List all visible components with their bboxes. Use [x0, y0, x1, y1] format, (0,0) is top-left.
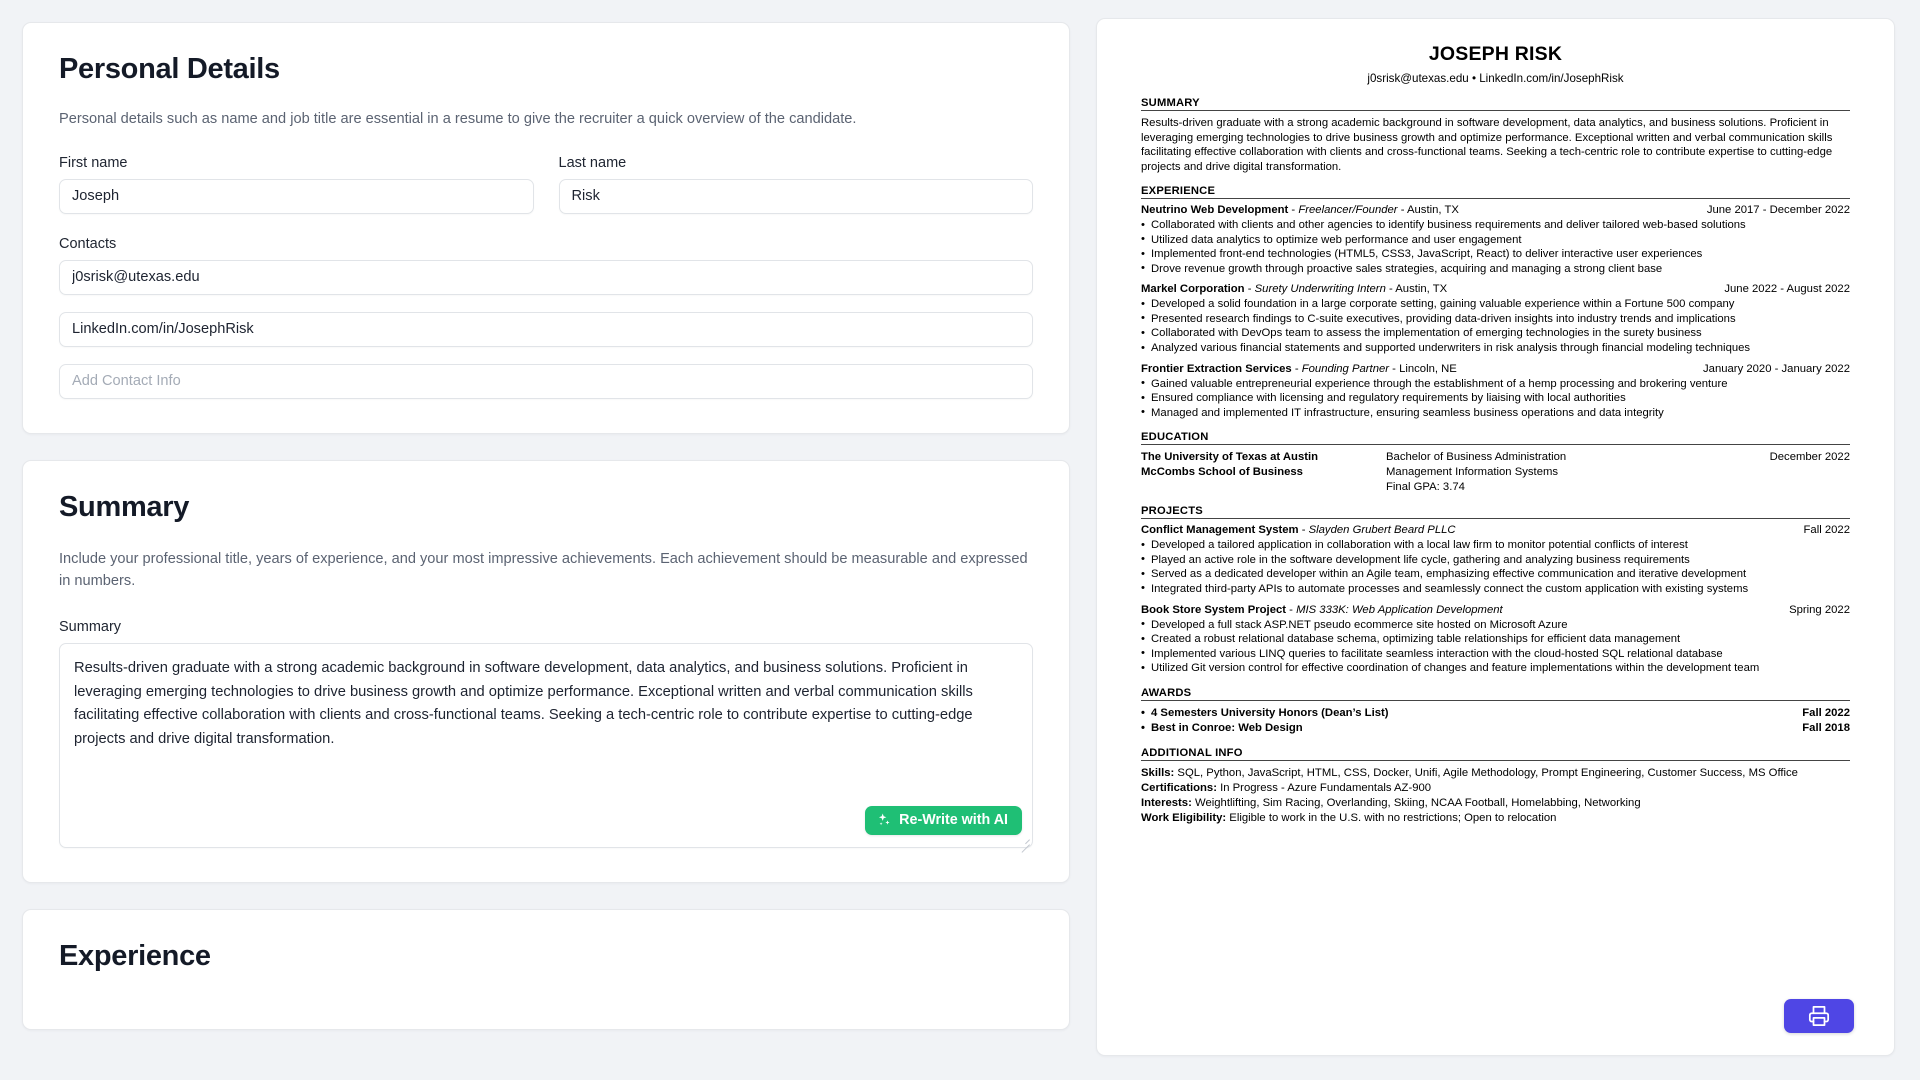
additional-info-value: In Progress - Azure Fundamentals AZ-900 [1216, 781, 1432, 794]
additional-info-line [1141, 796, 1850, 811]
experience-location: - Austin, TX [1385, 283, 1448, 296]
project-bullet: • Developed a full stack ASP.NET pseudo ecommerce site hosted on Microsoft Azure [1141, 618, 1850, 633]
experience-date: June 2022 - August 2022 [1724, 283, 1850, 296]
project-entry [1141, 604, 1850, 676]
summary-section-title: Summary [59, 490, 190, 523]
education-date: December 2022 [1769, 451, 1850, 464]
experience-role: Founding Partner [1301, 362, 1390, 375]
project-bullet: • Integrated third-party APIs to automate processes and seamlessly connect the custom application with existing systems [1141, 582, 1850, 597]
additional-info-value: Eligible to work in the U.S. with no restrictions; Open to relocation [1226, 811, 1557, 824]
award-row [1141, 721, 1850, 736]
summary-card [22, 460, 1070, 883]
first-name-input[interactable] [59, 179, 534, 214]
experience-entry-header [1141, 283, 1850, 295]
resume-projects-heading: PROJECTS [1141, 505, 1850, 519]
experience-entry [1141, 204, 1850, 276]
award-date: Fall 2018 [1802, 721, 1850, 734]
contact-linkedin-input[interactable] [59, 312, 1033, 347]
experience-bullet: • Collaborated with clients and other agencies to identify business requirements and deliver tailored web-based solutions [1141, 218, 1850, 233]
experience-entry-title: Frontier Extraction Services - Founding Partner - Lincoln, NE [1141, 362, 1457, 375]
resume-name: JOSEPH RISK [1428, 43, 1563, 65]
project-date: Fall 2022 [1803, 524, 1850, 537]
experience-date: June 2017 - December 2022 [1706, 204, 1850, 217]
experience-location: - Austin, TX [1397, 204, 1459, 217]
experience-bullets [1141, 297, 1850, 355]
award-date: Fall 2022 [1802, 706, 1850, 719]
resume-education-heading: EDUCATION [1141, 431, 1850, 445]
experience-bullet: • Analyzed various financial statements and supported underwriters in risk analysis through financial modeling techniques [1141, 341, 1850, 356]
experience-bullet: • Presented research findings to C-suite executives, providing data-driven insights into industry trends and implications [1141, 312, 1850, 327]
resume-additional-list [1141, 766, 1850, 826]
project-role: MIS 333K: Web Application Development [1296, 603, 1503, 616]
experience-role: Surety Underwriting Intern [1254, 283, 1386, 296]
experience-bullet: • Developed a solid foundation in a large corporate setting, gaining valuable experience within a Fortune 500 company [1141, 297, 1850, 312]
experience-role: Freelancer/Founder [1298, 204, 1398, 217]
education-degree-line2: Management Information Systems [1386, 465, 1559, 478]
experience-date: January 2020 - January 2022 [1703, 362, 1850, 375]
experience-entry-title: Markel Corporation - Surety Underwriting Intern - Austin, TX [1141, 283, 1448, 296]
resume-awards-heading: AWARDS [1141, 687, 1850, 701]
education-school-col [1141, 450, 1386, 494]
additional-info-label: Skills: [1141, 766, 1175, 779]
additional-info-label: Certifications: [1141, 781, 1217, 794]
experience-bullet: • Implemented front-end technologies (HTML5, CSS3, JavaScript, React) to deliver interactive user experiences [1141, 247, 1850, 262]
additional-info-value: Weightlifting, Sim Racing, Overlanding, Skiing, NCAA Football, Homelabbing, Networking [1191, 796, 1641, 809]
experience-section-title: Experience [59, 939, 211, 972]
name-row [59, 155, 1033, 214]
experience-bullet: • Utilized data analytics to optimize web performance and user engagement [1141, 233, 1850, 248]
award-name: • Best in Conroe: Web Design [1141, 721, 1303, 736]
additional-info-label: Work Eligibility: [1141, 811, 1227, 824]
additional-info-line [1141, 766, 1850, 781]
education-degree-col [1386, 450, 1770, 494]
project-bullets [1141, 538, 1850, 596]
resume-education-entry [1141, 450, 1850, 494]
personal-details-card [22, 22, 1070, 434]
sparkles-icon [876, 812, 892, 828]
personal-details-description: Personal details such as name and job title are essential in a resume to give the recruiter a quick overview of the candidate. [59, 111, 857, 127]
experience-entry [1141, 363, 1850, 421]
page-title: Personal Details [59, 53, 280, 85]
summary-field-label: Summary [59, 618, 122, 635]
summary-description: Include your professional title, years of experience, and your most impressive achievements. Each achievement should be measurable and expressed in numbers. [59, 550, 1028, 590]
experience-bullet: • Collaborated with DevOps team to assess the implementation of emerging technologies in the surety business [1141, 326, 1850, 341]
project-entry-header [1141, 524, 1850, 536]
experience-org: Frontier Extraction Services [1141, 362, 1292, 375]
project-bullets [1141, 618, 1850, 676]
experience-bullet: • Drove revenue growth through proactive sales strategies, acquiring and managing a strong client base [1141, 262, 1850, 277]
print-button[interactable] [1784, 999, 1854, 1033]
resume-document [1096, 18, 1895, 1056]
resume-experience-list [1141, 204, 1850, 420]
project-org: Conflict Management System [1141, 524, 1299, 537]
project-bullet: • Served as a dedicated developer within an Agile team, emphasizing effective communication and iterative development [1141, 567, 1850, 582]
award-row [1141, 706, 1850, 721]
resume-awards-list [1141, 706, 1850, 736]
experience-location: - Lincoln, NE [1389, 362, 1457, 375]
project-entry [1141, 524, 1850, 596]
education-degree-line1: Bachelor of Business Administration [1386, 451, 1567, 464]
additional-info-label: Interests: [1141, 796, 1192, 809]
summary-textarea-wrap [59, 643, 1033, 848]
experience-entry [1141, 283, 1850, 355]
additional-info-line [1141, 811, 1850, 826]
first-name-label: First name [59, 154, 128, 171]
printer-icon [1808, 1005, 1830, 1027]
project-entry-title: Book Store System Project - MIS 333K: Web Application Development [1141, 603, 1503, 616]
resume-projects-list [1141, 524, 1850, 676]
add-contact-input[interactable] [59, 364, 1033, 399]
project-bullet: • Played an active role in the software development life cycle, gathering and analyzing business requirements [1141, 553, 1850, 568]
project-entry-header [1141, 604, 1850, 616]
education-school-line2: McCombs School of Business [1141, 465, 1303, 478]
resume-additional-heading: ADDITIONAL INFO [1141, 747, 1850, 761]
contacts-label: Contacts [59, 235, 117, 252]
experience-bullets [1141, 377, 1850, 421]
award-name: • 4 Semesters University Honors (Dean’s List) [1141, 706, 1389, 721]
resume-summary-text: Results-driven graduate with a strong academic background in software development, data analytics, and business solutions. Proficient in leveraging emerging technologies to drive business growth and optimize performance. Exceptional written and verbal communication skills facilitating effective collaboration with clients and cross-functional teams. Seeking a tech-centric role to contribute expertise to cutting-edge projects and drive digital transformation. [1141, 117, 1833, 173]
project-bullet: • Implemented various LINQ queries to facilitate seamless interaction with the cloud-hosted SQL relational database [1141, 647, 1850, 662]
project-org: Book Store System Project [1141, 603, 1287, 616]
experience-bullet: • Gained valuable entrepreneurial experience through the establishment of a hemp processing and brokering venture [1141, 377, 1850, 392]
additional-info-line [1141, 781, 1850, 796]
experience-bullet: • Ensured compliance with licensing and regulatory requirements by liaising with local authorities [1141, 391, 1850, 406]
experience-entry-header [1141, 204, 1850, 216]
resume-contact-line: j0srisk@utexas.edu • LinkedIn.com/in/JosephRisk [1367, 72, 1624, 85]
rewrite-with-ai-button[interactable] [865, 806, 1022, 835]
last-name-group [559, 155, 1034, 214]
contacts-group [59, 236, 1033, 399]
project-bullet: • Created a robust relational database schema, optimizing table relationships for efficient data management [1141, 632, 1850, 647]
last-name-input[interactable] [559, 179, 1034, 214]
experience-entry-title: Neutrino Web Development - Freelancer/Founder - Austin, TX [1141, 204, 1459, 217]
project-bullet: • Developed a tailored application in collaboration with a local law firm to monitor potential conflicts of interest [1141, 538, 1850, 553]
resume-preview-pane [1096, 0, 1920, 1080]
project-date: Spring 2022 [1789, 603, 1850, 616]
first-name-group [59, 155, 534, 214]
experience-org: Neutrino Web Development [1141, 204, 1289, 217]
project-entry-title: Conflict Management System - Slayden Grubert Beard PLLC [1141, 524, 1456, 537]
project-bullet: • Utilized Git version control for effective coordination of changes and feature implementations within the development team [1141, 661, 1850, 676]
experience-bullets [1141, 218, 1850, 276]
experience-card [22, 909, 1070, 1030]
experience-bullet: • Managed and implemented IT infrastructure, ensuring seamless business operations and data integrity [1141, 406, 1850, 421]
experience-org: Markel Corporation [1141, 283, 1245, 296]
additional-info-value: SQL, Python, JavaScript, HTML, CSS, Docker, Unifi, Agile Methodology, Prompt Engineering, Customer Success, MS Office [1174, 766, 1798, 779]
project-role: Slayden Grubert Beard PLLC [1308, 524, 1456, 537]
education-school-line1: The University of Texas at Austin [1141, 451, 1319, 464]
experience-entry-header [1141, 363, 1850, 375]
resume-experience-heading: EXPERIENCE [1141, 185, 1850, 199]
rewrite-with-ai-label: Re-Write with AI [899, 812, 1008, 829]
resume-summary-heading: SUMMARY [1141, 97, 1850, 111]
contact-email-input[interactable] [59, 260, 1033, 295]
education-gpa: Final GPA: 3.74 [1386, 480, 1465, 493]
last-name-label: Last name [558, 154, 627, 171]
